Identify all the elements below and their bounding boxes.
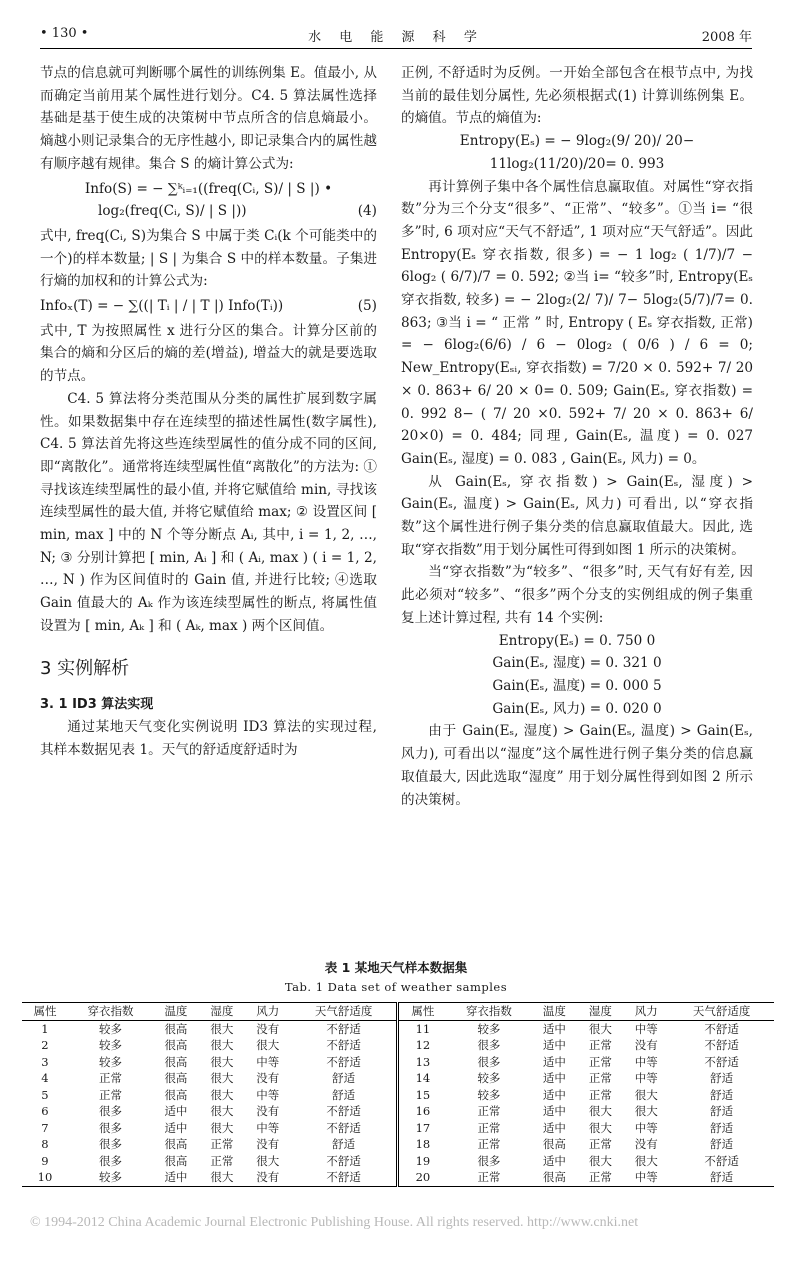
table-cell: 6 bbox=[41, 1104, 49, 1118]
table-cell: 很大 bbox=[634, 1104, 658, 1118]
page-number: • 130 • bbox=[40, 26, 89, 41]
formula-line-numbered bbox=[40, 200, 377, 223]
table-cell: 适中 bbox=[164, 1170, 188, 1184]
right-column bbox=[401, 62, 753, 811]
table-row bbox=[22, 1136, 774, 1153]
paragraph: 从 Gain(Eₛ, 穿衣指数) > Gain(Eₛ, 湿度) > Gain(Eₛ, 温度) > Gain(Eₛ, 风力) 可看出, 以“穿衣指数”这个属性进行例子集分类的信息赢取值最大。因此, 选取“穿衣指数”用于划分属性可得到如图 1 所示的决策树。 bbox=[401, 473, 753, 558]
table-cell: 很大 bbox=[210, 1170, 234, 1184]
table-body bbox=[22, 1020, 774, 1186]
column-header: 湿度 bbox=[210, 1004, 234, 1018]
column-header: 属性 bbox=[398, 1003, 446, 1021]
column-header: 湿度 bbox=[588, 1004, 612, 1018]
table-header bbox=[22, 1003, 774, 1021]
entropy-formula bbox=[40, 178, 377, 223]
table-cell: 中等 bbox=[634, 1120, 658, 1135]
table-cell: 很高 bbox=[164, 1038, 188, 1052]
formula-line: Infoₓ(T) = − ∑((| Tᵢ | / | T |) Info(Tᵢ)) bbox=[40, 298, 284, 315]
table-cell: 中等 bbox=[634, 1054, 658, 1069]
table-cell: 不舒适 bbox=[326, 1038, 361, 1052]
table-cell: 很高 bbox=[164, 1021, 188, 1036]
table-cell: 中等 bbox=[634, 1170, 658, 1184]
table-row bbox=[22, 1054, 774, 1071]
table-cell: 中等 bbox=[256, 1087, 280, 1102]
table-cell: 适中 bbox=[542, 1038, 566, 1052]
table-cell: 正常 bbox=[477, 1137, 501, 1151]
table-cell: 很大 bbox=[210, 1104, 234, 1118]
table-cell: 正常 bbox=[588, 1137, 612, 1151]
paragraph: 再计算例子集中各个属性信息赢取值。对属性“穿衣指数”分为三个分支“很多”、“正常”、“较多”。①当 i= “很多”时, 6 项对应“天气不舒适”, 1 项对应“天气舒适”。因此 Entropy(Eₛ 穿衣指数, 很多) = − 1 log₂ ( 1/7)/7 − 6log₂ ( 6/7)/7 = 0. 592; ②当 i= “较多”时, Entropy(Eₛ 穿衣指数, 较多) = − 2log₂(2/ 7)/ 7− 5log₂(5/7)/7= 0. 863; ③当 i = “ 正常 ” 时, Entropy ( Eₛ 穿衣指数, 正常) = − 6log₂(6/6) / 6 − 0log₂ ( 0/6 ) / 6 = 0; New_Entropy(Eₛᵢ, 穿衣指数) = 7/20 × 0. 592+ 7/ 20 × 0. 863+ 6/ 20 × 0= 0. 509; Gain(Eₛ, 穿衣指数) = 0. 992 8− ( 7/ 20 ×0. 592+ 7/ 20 × 0. 863+ 6/ 20×0) = 0. 484; 同理, Gain(Eₛ, 温度) = 0. 027 Gain(Eₛ, 湿度) = 0. 083 , Gain(Eₛ, 风力) = 0。 bbox=[401, 178, 753, 467]
table-cell: 15 bbox=[398, 1087, 446, 1104]
weighted-entropy-formula bbox=[40, 295, 377, 318]
equation-number: (5) bbox=[357, 298, 377, 315]
table-cell: 中等 bbox=[256, 1054, 280, 1069]
column-header: 穿衣指数 bbox=[465, 1004, 512, 1018]
column-header: 风力 bbox=[256, 1004, 280, 1018]
table-cell: 很高 bbox=[542, 1137, 566, 1151]
table-cell: 正常 bbox=[588, 1071, 612, 1085]
table-cell: 不舒适 bbox=[704, 1054, 739, 1069]
table-cell: 很多 bbox=[98, 1137, 122, 1151]
table-cell: 10 bbox=[37, 1170, 53, 1184]
paragraph: C4. 5 算法将分类范围从分类的属性扩展到数字属性。如果数据集中存在连续型的描述性属性(数字属性), C4. 5 算法首先将这些连续型属性的值分成不同的区间, 即“离散化”。通常将连续型属性值“离散化”的方法为: ① 寻找该连续型属性的最小值, 并将它赋值给 min, 寻找该连续型属性的最大值, 并将它赋值给 max; ② 设置区间 [ min, max ] 中的 N 个等分断点 Aᵢ, 其中, i = 1, 2, …, N; ③ 分别计算把 [ min, Aᵢ ] 和 ( Aᵢ, max ) ( i = 1, 2, …, N ) 作为区间值时的 Gain 值, 并进行比较; ④选取 Gain 值最大的 Aₖ 作为该连续型属性的断点, 将属性值设置为 [ min, Aₖ ] 和 ( Aₖ, max ) 两个区间值。 bbox=[40, 390, 377, 634]
table-cell: 20 bbox=[398, 1169, 446, 1186]
table-cell: 舒适 bbox=[710, 1104, 734, 1118]
table-cell: 14 bbox=[398, 1070, 446, 1087]
table-cell: 很大 bbox=[588, 1104, 612, 1118]
table-row bbox=[22, 1169, 774, 1186]
table-cell: 1 bbox=[41, 1021, 49, 1036]
table-cell: 较多 bbox=[477, 1071, 501, 1085]
table-cell: 较多 bbox=[477, 1021, 501, 1036]
column-header: 天气舒适度 bbox=[692, 1004, 751, 1018]
table-cell: 适中 bbox=[542, 1087, 566, 1102]
table-cell: 不舒适 bbox=[704, 1038, 739, 1052]
table-cell: 没有 bbox=[256, 1071, 280, 1085]
table-cell: 很大 bbox=[588, 1021, 612, 1036]
paragraph: 当“穿衣指数”为“较多”、“很多”时, 天气有好有差, 因此必须对“较多”、“很多”两个分支的实例组成的例子集重复上述计算过程, 共有 14 个实例: bbox=[401, 564, 753, 626]
table-cell: 中等 bbox=[256, 1120, 280, 1135]
result-line: Gain(Eₛ, 风力) = 0. 020 0 bbox=[492, 700, 662, 717]
table-cell: 没有 bbox=[256, 1170, 280, 1184]
table-cell: 适中 bbox=[542, 1104, 566, 1118]
table-cell: 很多 bbox=[477, 1153, 501, 1168]
table-cell: 适中 bbox=[542, 1120, 566, 1135]
table-row bbox=[22, 1020, 774, 1037]
header-rule bbox=[40, 48, 752, 49]
table-cell: 适中 bbox=[164, 1104, 188, 1118]
table-cell: 较多 bbox=[98, 1170, 122, 1184]
table-cell: 很多 bbox=[98, 1120, 122, 1135]
table-cell: 不舒适 bbox=[326, 1021, 361, 1036]
column-header: 温度 bbox=[164, 1004, 188, 1018]
table-row bbox=[22, 1070, 774, 1087]
table-cell: 9 bbox=[41, 1153, 49, 1168]
result-line: Gain(Eₛ, 温度) = 0. 000 5 bbox=[492, 677, 662, 694]
table-cell: 12 bbox=[398, 1037, 446, 1054]
table-cell: 很大 bbox=[210, 1071, 234, 1085]
table-cell: 较多 bbox=[477, 1087, 501, 1102]
formula-line: log₂(freq(Cᵢ, S)/ | S |)) bbox=[98, 203, 247, 220]
table-cell: 很大 bbox=[588, 1153, 612, 1168]
table-row bbox=[22, 1103, 774, 1120]
table-caption-english: Tab. 1 Data set of weather samples bbox=[284, 980, 508, 994]
table-cell: 很大 bbox=[634, 1087, 658, 1102]
table-row bbox=[22, 1120, 774, 1137]
table-cell: 很高 bbox=[542, 1170, 566, 1184]
copyright-footer: © 1994-2012 China Academic Journal Electronic Publishing House. All rights reserved. http://www.cnki.net bbox=[30, 1215, 639, 1230]
table-cell: 舒适 bbox=[332, 1137, 356, 1151]
table-cell: 不舒适 bbox=[326, 1120, 361, 1135]
table-cell: 正常 bbox=[98, 1087, 122, 1102]
table-cell: 舒适 bbox=[710, 1137, 734, 1151]
table-cell: 较多 bbox=[98, 1038, 122, 1052]
table-cell: 适中 bbox=[542, 1021, 566, 1036]
table-cell: 很多 bbox=[98, 1153, 122, 1168]
table-cell: 不舒适 bbox=[326, 1153, 361, 1168]
table-cell: 没有 bbox=[256, 1137, 280, 1151]
table-cell: 舒适 bbox=[332, 1087, 356, 1102]
paragraph: 由于 Gain(Eₛ, 湿度) > Gain(Eₛ, 温度) > Gain(Eₛ, 风力), 可看出以“湿度”这个属性进行例子集分类的信息赢取值最大, 因此选取“湿度” 用于划分属性得到如图 2 所示的决策树。 bbox=[401, 723, 753, 808]
table-cell: 不舒适 bbox=[326, 1104, 361, 1118]
paragraph: 正例, 不舒适时为反例。一开始全部包含在根节点中, 为找当前的最佳划分属性, 先必须根据式(1) 计算训练例集 E。的熵值。节点的熵值为: bbox=[401, 65, 753, 127]
table-cell: 2 bbox=[41, 1038, 49, 1052]
publication-year: 2008 年 bbox=[701, 30, 752, 45]
table-cell: 不舒适 bbox=[326, 1170, 361, 1184]
table-cell: 正常 bbox=[588, 1054, 612, 1069]
formula-line: Info(S) = − ∑ᵏᵢ₌₁((freq(Cᵢ, S)/ | S |) • bbox=[84, 180, 333, 197]
table-cell: 很多 bbox=[98, 1104, 122, 1118]
paragraph: 通过某地天气变化实例说明 ID3 算法的实现过程, 其样本数据见表 1。天气的舒适度舒适时为 bbox=[40, 719, 377, 758]
table-cell: 正常 bbox=[477, 1104, 501, 1118]
table-cell: 舒适 bbox=[710, 1087, 734, 1102]
table-cell: 很大 bbox=[210, 1087, 234, 1102]
table-cell: 很大 bbox=[256, 1153, 280, 1168]
table-cell: 16 bbox=[398, 1103, 446, 1120]
table-cell: 不舒适 bbox=[326, 1054, 361, 1069]
table-cell: 很大 bbox=[256, 1038, 280, 1052]
table-cell: 8 bbox=[41, 1137, 49, 1151]
table-cell: 很大 bbox=[210, 1038, 234, 1052]
table-cell: 很大 bbox=[210, 1120, 234, 1135]
table-cell: 很大 bbox=[210, 1054, 234, 1069]
paragraph: 节点的信息就可判断哪个属性的训练例集 E。值最小, 从而确定当前用某个属性进行划分。C4. 5 算法属性选择基础是基于使生成的决策树中节点所含的信息熵最小。熵越小则记录集合的无序性越小, 即记录集合内的属性越有顺序越有规律。集合 S 的熵计算公式为: bbox=[40, 65, 377, 172]
table-cell: 很多 bbox=[477, 1038, 501, 1052]
table-row bbox=[22, 1153, 774, 1170]
table-cell: 很高 bbox=[164, 1054, 188, 1069]
paragraph: 式中, T 为按照属性 x 进行分区的集合。计算分区前的集合的熵和分区后的熵的差(增益), 增益大的就是要选取的节点。 bbox=[40, 322, 377, 385]
formula-line: Entropy(Eₛ) = − 9log₂(9/ 20)/ 20− bbox=[459, 133, 695, 150]
table-row bbox=[22, 1087, 774, 1104]
result-line: Entropy(Eₛ) = 0. 750 0 bbox=[498, 632, 656, 649]
table-cell: 适中 bbox=[542, 1153, 566, 1168]
column-header: 穿衣指数 bbox=[87, 1004, 134, 1018]
table-cell: 很大 bbox=[210, 1021, 234, 1036]
table-cell: 13 bbox=[398, 1054, 446, 1071]
table-cell: 11 bbox=[398, 1020, 446, 1037]
formula-line: 11log₂(11/20)/20= 0. 993 bbox=[489, 155, 665, 172]
table-cell: 没有 bbox=[634, 1038, 658, 1052]
table-cell: 中等 bbox=[634, 1071, 658, 1085]
table-cell: 7 bbox=[41, 1120, 49, 1135]
table-cell: 很高 bbox=[164, 1137, 188, 1151]
table-cell: 舒适 bbox=[710, 1120, 734, 1135]
table-cell: 不舒适 bbox=[704, 1153, 739, 1168]
header-row bbox=[22, 1003, 774, 1021]
table-cell: 很高 bbox=[164, 1087, 188, 1102]
table-cell: 适中 bbox=[164, 1120, 188, 1135]
subsection-title: 3. 1 ID3 算法实现 bbox=[40, 696, 154, 712]
table-cell: 舒适 bbox=[710, 1170, 734, 1184]
running-header bbox=[40, 26, 752, 50]
table-cell: 正常 bbox=[98, 1071, 122, 1085]
table-cell: 很大 bbox=[588, 1120, 612, 1135]
table-cell: 较多 bbox=[98, 1021, 122, 1036]
table-caption-chinese: 表 1 某地天气样本数据集 bbox=[324, 960, 468, 975]
table-cell: 19 bbox=[398, 1153, 446, 1170]
table-cell: 4 bbox=[41, 1071, 49, 1085]
table-cell: 不舒适 bbox=[704, 1021, 739, 1036]
table-cell: 5 bbox=[41, 1087, 49, 1102]
left-column bbox=[40, 62, 377, 762]
table-cell: 很高 bbox=[164, 1071, 188, 1085]
table-cell: 18 bbox=[398, 1136, 446, 1153]
table-cell: 正常 bbox=[477, 1170, 501, 1184]
equation-number: (4) bbox=[357, 203, 377, 220]
table-cell: 没有 bbox=[256, 1104, 280, 1118]
table-cell: 很大 bbox=[634, 1153, 658, 1168]
table-cell: 正常 bbox=[588, 1170, 612, 1184]
weather-samples-table bbox=[22, 1002, 774, 1187]
table-cell: 舒适 bbox=[332, 1071, 356, 1085]
column-header: 属性 bbox=[33, 1004, 57, 1018]
table-cell: 舒适 bbox=[710, 1071, 734, 1085]
table-cell: 正常 bbox=[210, 1153, 234, 1168]
table-cell: 适中 bbox=[542, 1054, 566, 1069]
table-cell: 正常 bbox=[210, 1137, 234, 1151]
section-title: 3 实例解析 bbox=[40, 657, 130, 679]
table-cell: 较多 bbox=[98, 1054, 122, 1069]
table-cell: 很多 bbox=[477, 1054, 501, 1069]
paragraph: 式中, freq(Cᵢ, S)为集合 S 中属于类 Cᵢ(k 个可能类中的一个)的样本数量; | S | 为集合 S 中的样本数量。子集进行熵的加权和的计算公式为: bbox=[40, 227, 377, 290]
table-cell: 中等 bbox=[634, 1021, 658, 1036]
table-cell: 正常 bbox=[588, 1038, 612, 1052]
column-header: 风力 bbox=[634, 1004, 658, 1018]
column-header: 天气舒适度 bbox=[314, 1004, 373, 1018]
result-line: Gain(Eₛ, 湿度) = 0. 321 0 bbox=[492, 655, 662, 672]
table-cell: 正常 bbox=[588, 1087, 612, 1102]
table-cell: 17 bbox=[398, 1120, 446, 1137]
table-cell: 适中 bbox=[542, 1071, 566, 1085]
column-header: 温度 bbox=[542, 1004, 566, 1018]
journal-title: 水 电 能 源 科 学 bbox=[308, 30, 484, 45]
table-cell: 没有 bbox=[634, 1137, 658, 1151]
table-cell: 很高 bbox=[164, 1153, 188, 1168]
table-cell: 没有 bbox=[256, 1021, 280, 1036]
table-row bbox=[22, 1037, 774, 1054]
table-cell: 正常 bbox=[477, 1120, 501, 1135]
table-cell: 3 bbox=[41, 1054, 49, 1069]
